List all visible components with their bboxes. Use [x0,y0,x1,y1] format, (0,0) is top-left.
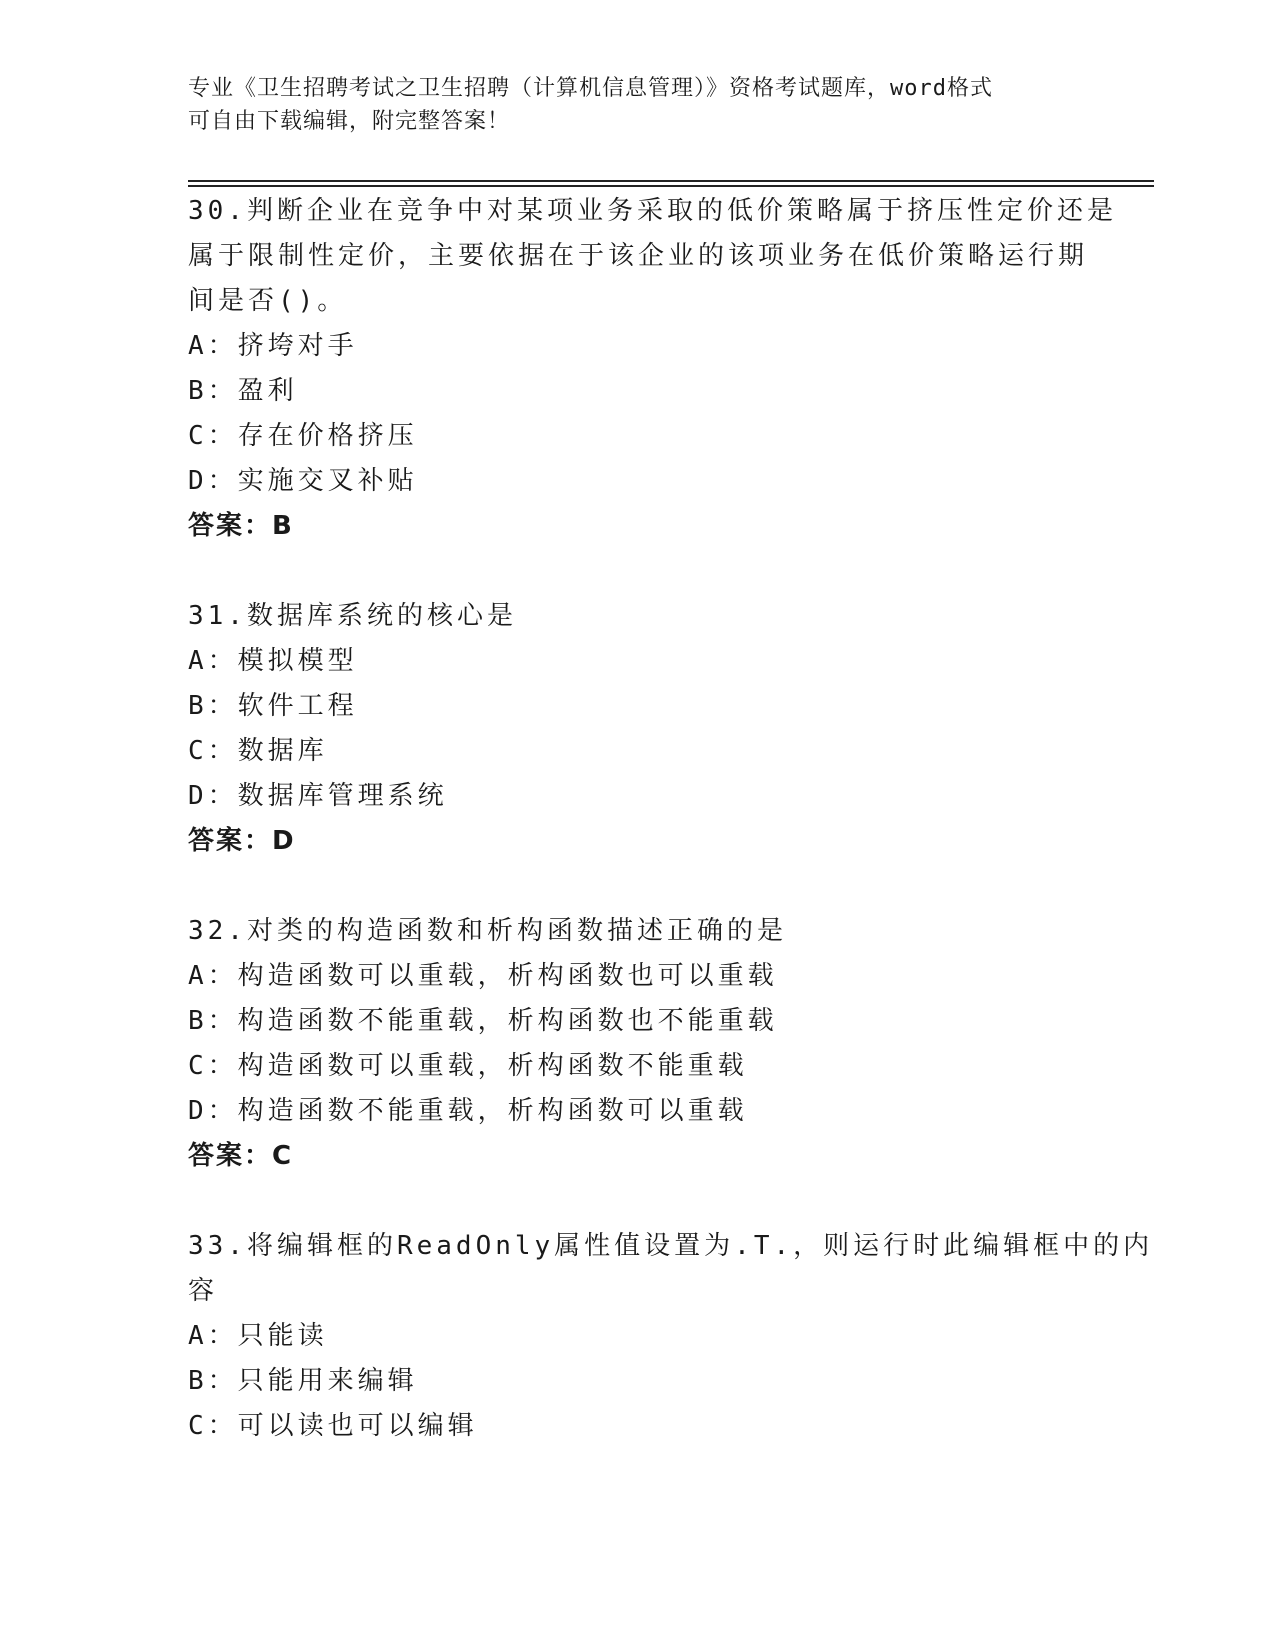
stem-line: 间是否()。 [188,286,348,316]
option-a: A：挤垮对手 [188,331,358,361]
answer: 答案：B [188,511,294,541]
stem-line: 属于限制性定价，主要依据在于该企业的该项业务在低价策略运行期 [188,241,1089,271]
option-c: C：构造函数可以重载，析构函数不能重载 [188,1051,748,1081]
question-stem [188,909,1078,954]
stem-line: 32.对类的构造函数和析构函数描述正确的是 [188,916,787,946]
answer: 答案：D [188,826,296,856]
stem-line: 容 [188,1276,219,1306]
question-stem [188,189,1117,324]
option-d: D：实施交叉补贴 [188,466,418,496]
option-b: B：盈利 [188,376,298,406]
option-b: B：软件工程 [188,691,358,721]
option-c: C：存在价格挤压 [188,421,418,451]
question-31 [188,594,1088,864]
question-stem [188,594,1078,639]
answer: 答案：C [188,1141,294,1171]
option-b: B：构造函数不能重载，析构函数也不能重载 [188,1006,778,1036]
header-line: 专业《卫生招聘考试之卫生招聘（计算机信息管理）》资格考试题库，word格式 [188,76,993,101]
page-header [188,72,1088,138]
question-30 [188,189,1117,549]
header-divider-top [188,180,1154,182]
option-d: D：构造函数不能重载，析构函数可以重载 [188,1096,748,1126]
question-list [188,189,1154,1494]
header-line: 可自由下载编辑，附完整答案！ [188,109,511,134]
option-c: C：可以读也可以编辑 [188,1411,478,1441]
stem-line: 30.判断企业在竞争中对某项业务采取的低价策略属于挤压性定价还是 [188,196,1117,226]
question-33 [188,1224,1154,1449]
question-stem [188,1224,1154,1314]
option-a: A：只能读 [188,1321,328,1351]
stem-line: 31.数据库系统的核心是 [188,601,517,631]
option-d: D：数据库管理系统 [188,781,448,811]
stem-line: 33.将编辑框的ReadOnly属性值设置为.T.，则运行时此编辑框中的内 [188,1231,1154,1261]
header-divider-bottom [188,185,1154,187]
option-b: B：只能用来编辑 [188,1366,418,1396]
question-32 [188,909,1088,1179]
option-c: C：数据库 [188,736,328,766]
option-a: A：模拟模型 [188,646,358,676]
option-a: A：构造函数可以重载，析构函数也可以重载 [188,961,778,991]
